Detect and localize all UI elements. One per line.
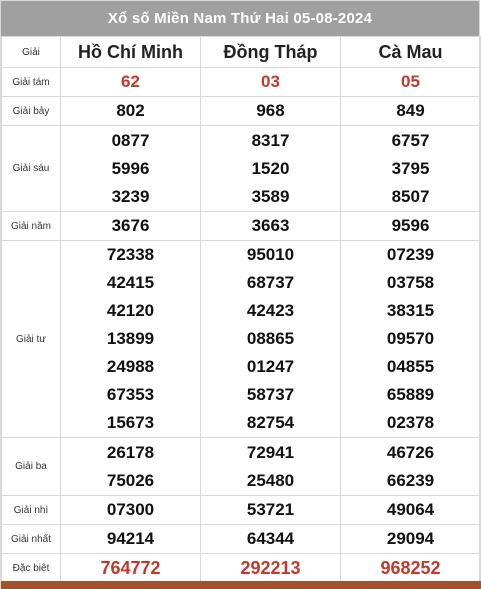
result-number: 24988 (106, 357, 155, 376)
prize-label: Giải sáu (2, 126, 61, 212)
result-number: 02378 (386, 413, 435, 432)
result-number: 3676 (111, 216, 150, 235)
result-cell-ho-chi-minh (61, 554, 201, 583)
result-cell-ca-mau (341, 554, 481, 583)
result-number: 3795 (391, 158, 430, 178)
result-cell-ca-mau (341, 525, 481, 554)
result-number: 82754 (246, 413, 295, 432)
result-cell-ho-chi-minh (61, 241, 201, 438)
result-number: 42415 (106, 273, 155, 292)
prize-row-giai-ba (2, 438, 481, 496)
result-cell-ho-chi-minh (61, 126, 201, 212)
result-number: 03758 (386, 273, 435, 292)
result-number: 292213 (240, 558, 301, 578)
result-number: 65889 (386, 385, 435, 404)
result-number: 75026 (106, 470, 155, 490)
prize-label: Giải nhì (2, 496, 61, 525)
result-cell-ca-mau (341, 97, 481, 126)
result-cell-ca-mau (341, 126, 481, 212)
result-number: 8507 (391, 186, 430, 206)
prize-label: Giải nhất (2, 525, 61, 554)
result-number: 3663 (251, 216, 290, 235)
result-number: 9596 (391, 216, 430, 235)
result-number: 42423 (246, 301, 295, 320)
result-number: 3239 (111, 186, 150, 206)
results-table (1, 36, 481, 583)
result-number: 68737 (246, 273, 295, 292)
result-cell-dong-thap (201, 212, 341, 241)
result-number: 07239 (386, 245, 435, 264)
prize-row-giai-nhi (2, 496, 481, 525)
result-cell-dong-thap (201, 496, 341, 525)
result-cell-ca-mau (341, 438, 481, 496)
result-cell-ca-mau (341, 212, 481, 241)
result-number: 42120 (106, 301, 155, 320)
result-number: 07300 (106, 500, 155, 519)
result-number: 25480 (246, 470, 295, 490)
result-number: 04855 (386, 357, 435, 376)
prize-label: Giải bảy (2, 97, 61, 126)
result-cell-ho-chi-minh (61, 97, 201, 126)
result-cell-dong-thap (201, 554, 341, 583)
prize-row-giai-nhat (2, 525, 481, 554)
prize-row-giai-tam (2, 68, 481, 97)
result-number: 968 (256, 101, 285, 120)
result-number: 95010 (246, 245, 295, 264)
result-number: 05 (401, 72, 420, 91)
prize-label: Giải tư (2, 241, 61, 438)
result-number: 26178 (106, 442, 155, 462)
result-number: 13899 (106, 329, 155, 348)
prize-row-giai-tu (2, 241, 481, 438)
result-number: 94214 (106, 529, 155, 548)
result-number: 58737 (246, 385, 295, 404)
result-number: 66239 (386, 470, 435, 490)
result-number: 46726 (386, 442, 435, 462)
page-title: Xổ số Miền Nam Thứ Hai 05-08-2024 (1, 1, 479, 36)
result-cell-dong-thap (201, 241, 341, 438)
result-number: 38315 (386, 301, 435, 320)
result-number: 764772 (100, 558, 161, 578)
result-number: 6757 (391, 130, 430, 150)
result-number: 08865 (246, 329, 295, 348)
result-cell-dong-thap (201, 438, 341, 496)
prize-label: Đặc biệt (2, 554, 61, 583)
result-number: 03 (261, 72, 280, 91)
result-number: 15673 (106, 413, 155, 432)
result-number: 62 (121, 72, 140, 91)
result-cell-ca-mau (341, 496, 481, 525)
result-cell-dong-thap (201, 525, 341, 554)
result-number: 53721 (246, 500, 295, 519)
result-number: 67353 (106, 385, 155, 404)
prize-row-giai-sau (2, 126, 481, 212)
table-header-row (2, 37, 481, 68)
result-number: 29094 (386, 529, 435, 548)
result-number: 3589 (251, 186, 290, 206)
result-number: 64344 (246, 529, 295, 548)
result-number: 72941 (246, 442, 295, 462)
result-cell-dong-thap (201, 97, 341, 126)
result-cell-ca-mau (341, 241, 481, 438)
province-header-ca-mau[interactable]: Cà Mau (341, 37, 481, 68)
prize-row-giai-bay (2, 97, 481, 126)
result-number: 72338 (106, 245, 155, 264)
prize-row-dac-biet (2, 554, 481, 583)
result-cell-dong-thap (201, 126, 341, 212)
result-number: 849 (396, 101, 425, 120)
result-cell-dong-thap (201, 68, 341, 97)
result-cell-ho-chi-minh (61, 525, 201, 554)
prize-label: Giải tám (2, 68, 61, 97)
result-cell-ho-chi-minh (61, 438, 201, 496)
result-number: 01247 (246, 357, 295, 376)
result-number: 8317 (251, 130, 290, 150)
result-cell-ho-chi-minh (61, 496, 201, 525)
prize-column-header: Giải (2, 37, 61, 68)
result-number: 0877 (111, 130, 150, 150)
result-number: 802 (116, 101, 145, 120)
prize-row-giai-nam (2, 212, 481, 241)
result-number: 49064 (386, 500, 435, 519)
result-number: 09570 (386, 329, 435, 348)
result-cell-ho-chi-minh (61, 212, 201, 241)
result-number: 968252 (380, 558, 441, 578)
prize-label: Giải ba (2, 438, 61, 496)
result-number: 5996 (111, 158, 150, 178)
province-header-dong-thap[interactable]: Đồng Tháp (201, 37, 341, 68)
prize-label: Giải năm (2, 212, 61, 241)
result-cell-ho-chi-minh (61, 68, 201, 97)
result-number: 1520 (251, 158, 290, 178)
province-header-ho-chi-minh[interactable]: Hồ Chí Minh (61, 37, 201, 68)
result-cell-ca-mau (341, 68, 481, 97)
